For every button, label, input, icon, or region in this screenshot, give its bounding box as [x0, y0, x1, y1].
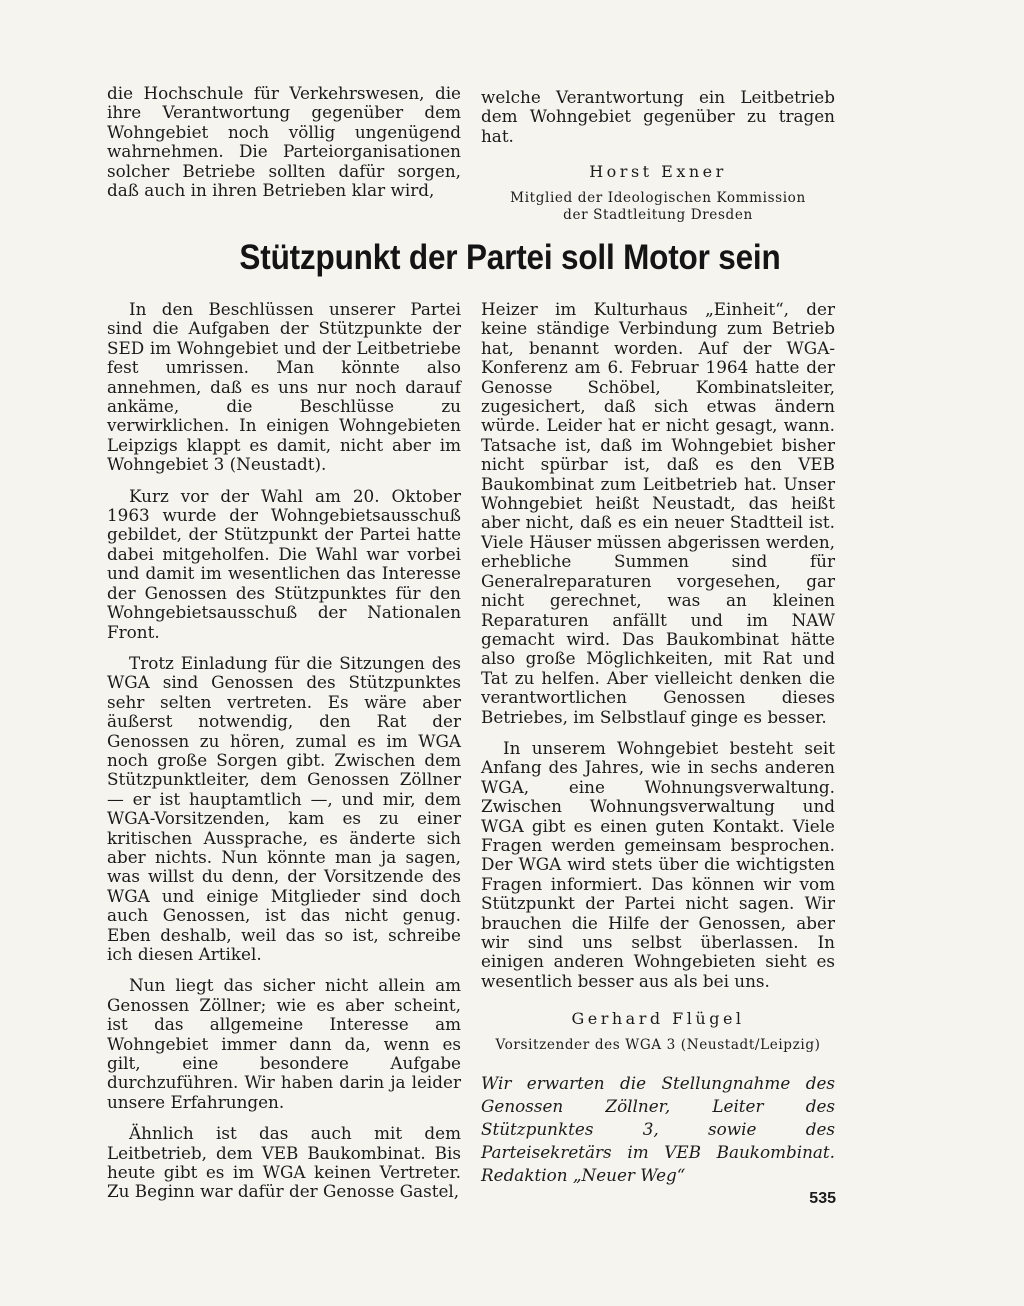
page-number: 535	[809, 1190, 836, 1207]
top-author-role-line2: der Stadtleitung Dresden	[563, 206, 753, 223]
top-right-paragraph: welche Verantwortung ein Leitbetrieb dem Wohngebiet gegenüber zu tragen hat.	[481, 87, 835, 146]
article-paragraph: Heizer im Kulturhaus „Einheit“, der keine ständige Verbindung zum Betrieb hat, benannt worden. Auf der WGA-Konferenz am 6. Februar 1964 hatte der Genosse Schöbel, Kombinatsleiter, zugesichert, daß sich etwas ändern würde. Leider hat er nicht gesagt, wann. Tatsache ist, daß im Wohngebiet bisher nicht spürbar ist, daß es den VEB Baukombinat zum Leitbetrieb hat. Unser Wohngebiet heißt Neustadt, das heißt aber nicht, daß es ein neuer Stadtteil ist. Viele Häuser müssen abgerissen werden, erhebliche Summen sind für Generalreparaturen vorgesehen, gar nicht gerechnet, was an kleinen Reparaturen anfällt und im NAW gemacht wird. Das Baukombinat hätte also große Möglichkeiten, mit Rat und Tat zu helfen. Aber vielleicht denken die verantwortlichen Genossen dieses Betriebes, im Selbstlauf ginge es besser.	[481, 299, 835, 727]
editor-note: Wir erwarten die Stellungnahme des Genossen Zöllner, Leiter des Stützpunktes 3, sowie des Parteisekretärs im VEB Baukombinat. Redaktion „Neuer Weg“	[481, 1072, 835, 1185]
top-left-paragraph: die Hochschule für Verkehrswesen, die ihre Verantwortung gegenüber dem Wohngebiet noch völlig ungenügend wahrnehmen. Die Parteiorganisationen solcher Betriebe sollten dafür sorgen, daß auch in ihren Betrieben klar wird,	[107, 83, 461, 201]
top-left-column	[107, 84, 461, 200]
article-paragraph: Ähnlich ist das auch mit dem Leitbetrieb, dem VEB Baukombinat. Bis heute gibt es im WGA keinen Vertreter. Zu Beginn war dafür der Genosse Gastel,	[107, 1123, 461, 1202]
top-author-role-line1: Mitglied der Ideologischen Kommission	[510, 189, 806, 206]
article-paragraph: Nun liegt das sicher nicht allein am Genossen Zöllner; wie es aber scheint, ist das allgemeine Interesse am Wohngebiet immer dann da, wenn es gilt, eine besondere Aufgabe durchzuführen. Wir haben darin ja leider unsere Erfahrungen.	[107, 975, 461, 1112]
article-paragraph: Trotz Einladung für die Sitzungen des WGA sind Genossen des Stützpunktes sehr selten vertreten. Es wäre aber äußerst notwendig, den Rat der Genossen zu hören, zumal es im WGA noch große Sorgen gibt. Zwischen dem Stützpunktleiter, dem Genossen Zöllner — er ist hauptamtlich —, und mir, dem WGA-Vorsitzenden, kam es zu einer kritischen Aussprache, es änderte sich aber nichts. Nun könnte man ja sagen, was willst du denn, der Vorsitzende des WGA und einige Mitglieder sind doch auch Genossen, ist das nicht genug. Eben deshalb, weil das so ist, schreibe ich diesen Artikel.	[107, 652, 461, 964]
article-author-role: Vorsitzender des WGA 3 (Neustadt/Leipzig)	[495, 1036, 821, 1053]
article-paragraph: Kurz vor der Wahl am 20. Oktober 1963 wurde der Wohngebietsausschuß gebildet, der Stützpunkt der Partei hatte dabei mitgeholfen. Die Wahl war vorbei und damit im wesentlichen das Interesse der Genossen des Stützpunktes für den Wohngebietsausschuß der Nationalen Front.	[107, 485, 461, 642]
top-right-column	[481, 88, 835, 224]
article-right-column	[481, 300, 835, 1187]
article-paragraph: In den Beschlüssen unserer Partei sind die Aufgaben der Stützpunkte der SED im Wohngebiet und der Leitbetriebe fest umrissen. Man könnte also annehmen, daß es uns nur noch darauf ankäme, die Beschlüsse zu verwirklichen. In einigen Wohngebieten Leipzigs klappt es damit, nicht aber im Wohngebiet 3 (Neustadt).	[107, 299, 461, 475]
article-headline: Stützpunkt der Partei soll Motor sein	[239, 238, 781, 277]
article-author-name: Gerhard Flügel	[571, 1009, 745, 1029]
article-left-column	[107, 300, 461, 1202]
top-author-role	[481, 190, 835, 224]
article-paragraph: In unserem Wohngebiet besteht seit Anfang des Jahres, wie in sechs anderen WGA, eine Wohnungsverwaltung. Zwischen Wohnungsverwaltung und WGA gibt es einen guten Kontakt. Viele Fragen werden gemeinsam besprochen. Der WGA wird stets über die wichtigsten Fragen informiert. Das können wir vom Stützpunkt der Partei nicht sagen. Wir brauchen die Hilfe der Genossen, aber wir sind uns selbst überlassen. In einigen anderen Wohngebieten sieht es wesentlich besser aus als bei uns.	[481, 737, 835, 991]
top-author-name: Horst Exner	[589, 162, 727, 182]
